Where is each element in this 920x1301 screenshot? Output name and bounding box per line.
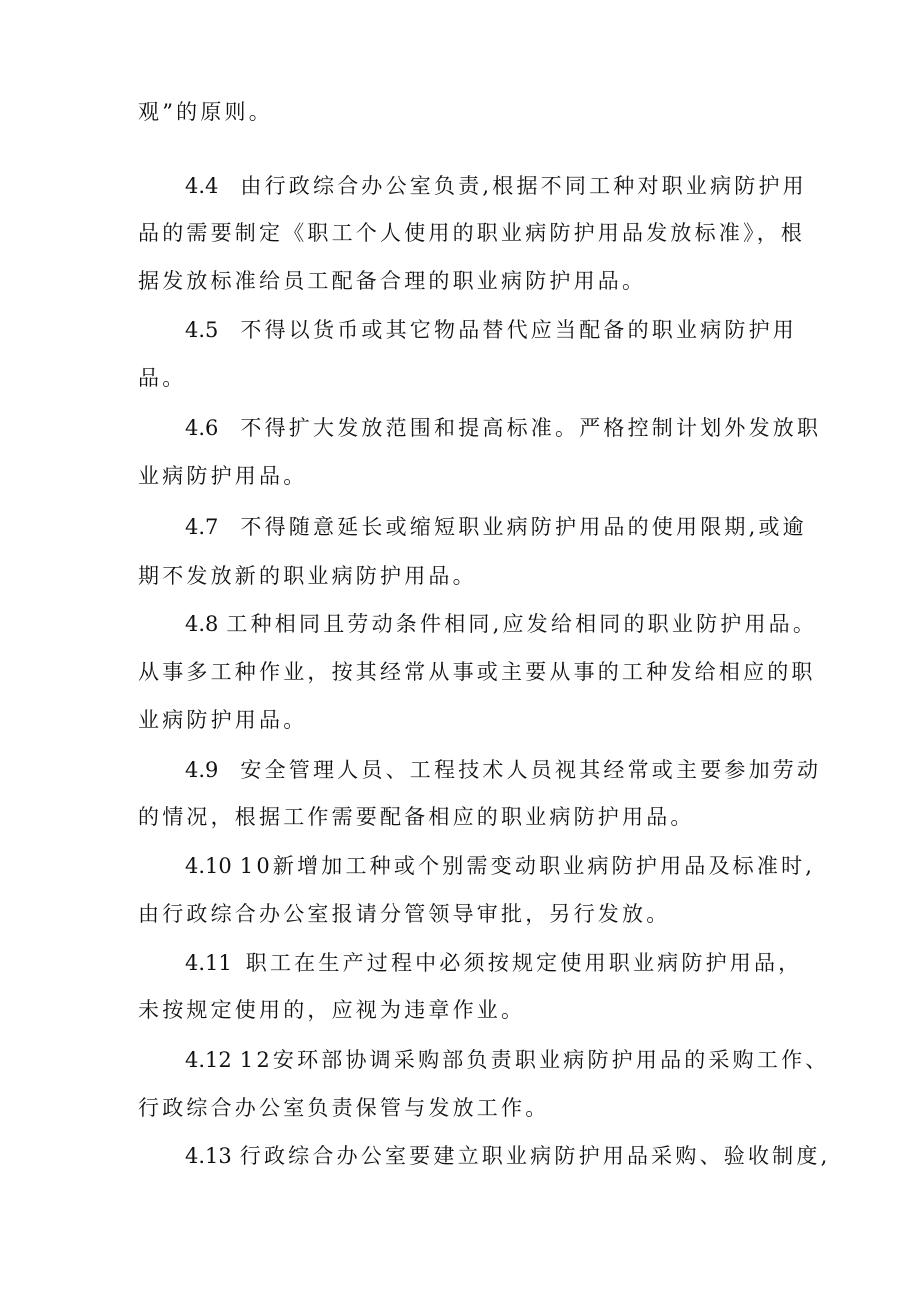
line-text: 观”的原则。 <box>138 100 273 124</box>
line-text: 期不发放新的职业病防护用品。 <box>138 564 477 588</box>
text-line <box>138 97 798 127</box>
line-text: 行政综合办公室要建立职业病防护用品采购、验收制度, <box>239 1144 831 1168</box>
clause-number: 4.13 <box>185 1144 232 1168</box>
line-text: 职工在生产过程中必须按规定使用职业病防护用品， <box>245 951 803 975</box>
text-line <box>138 705 798 735</box>
line-text: 品的需要制定《职工个人使用的职业病防护用品发放标准》，根 <box>138 221 806 245</box>
clause-4-11 <box>185 948 803 978</box>
line-text: 由行政综合办公室报请分管领导审批，另行发放。 <box>138 902 671 926</box>
line-text: 安全管理人员、工程技术人员视其经常或主要参加劳动 <box>240 758 822 782</box>
clause-4-5 <box>185 315 798 345</box>
clause-4-6 <box>185 413 822 443</box>
clause-number: 4.7 <box>185 515 219 539</box>
line-text: 据发放标准给员工配备合理的职业病防护用品。 <box>138 269 647 293</box>
clause-number: 4.8 <box>185 612 219 636</box>
line-text: 10新增加工种或个别需变动职业病防护用品及标准时, <box>239 854 816 878</box>
line-text: 由行政综合办公室负责,根据不同工种对职业病防护用 <box>240 174 807 198</box>
text-line <box>138 363 798 393</box>
clause-number: 4.5 <box>185 318 219 342</box>
text-line <box>138 995 798 1025</box>
line-text: 不得随意延长或缩短职业病防护用品的使用限期,或逾 <box>240 515 807 539</box>
line-text: 业病防护用品。 <box>138 708 308 732</box>
text-line <box>138 266 798 296</box>
line-text: 行政综合办公室负责保管与发放工作。 <box>138 1096 550 1120</box>
text-line <box>138 561 798 591</box>
line-text: 不得以货币或其它物品替代应当配备的职业病防护用 <box>240 318 798 342</box>
clause-4-9 <box>185 755 822 785</box>
clause-4-4 <box>185 171 807 201</box>
line-text: 从事多工种作业，按其经常从事或主要从事的工种发给相应的职 <box>138 660 816 684</box>
clause-4-7 <box>185 512 807 542</box>
text-line <box>138 899 798 929</box>
line-text: 未按规定使用的，应视为违章作业。 <box>138 998 526 1022</box>
line-text: 12安环部协调采购部负责职业病防护用品的采购工作、 <box>239 1048 830 1072</box>
clause-4-8 <box>185 609 818 639</box>
clause-4-10 <box>185 851 816 881</box>
text-line <box>138 461 798 491</box>
clause-number: 4.6 <box>185 416 219 440</box>
clause-number: 4.4 <box>185 174 219 198</box>
clause-number: 4.12 <box>185 1048 232 1072</box>
line-text: 业病防护用品。 <box>138 464 308 488</box>
text-line <box>138 802 798 832</box>
line-text: 品。 <box>138 366 187 390</box>
line-text: 的情况，根据工作需要配备相应的职业病防护用品。 <box>138 805 695 829</box>
clause-number: 4.9 <box>185 758 219 782</box>
clause-number: 4.10 <box>185 854 232 878</box>
line-text: 工种相同且劳动条件相同,应发给相同的职业防护用品。 <box>226 612 818 636</box>
line-text: 不得扩大发放范围和提高标准。严格控制计划外发放职 <box>240 416 822 440</box>
text-line <box>138 657 816 687</box>
text-line <box>138 218 806 248</box>
clause-4-13 <box>185 1141 831 1171</box>
text-line <box>138 1093 798 1123</box>
clause-4-12 <box>185 1045 830 1075</box>
clause-number: 4.11 <box>185 951 232 975</box>
